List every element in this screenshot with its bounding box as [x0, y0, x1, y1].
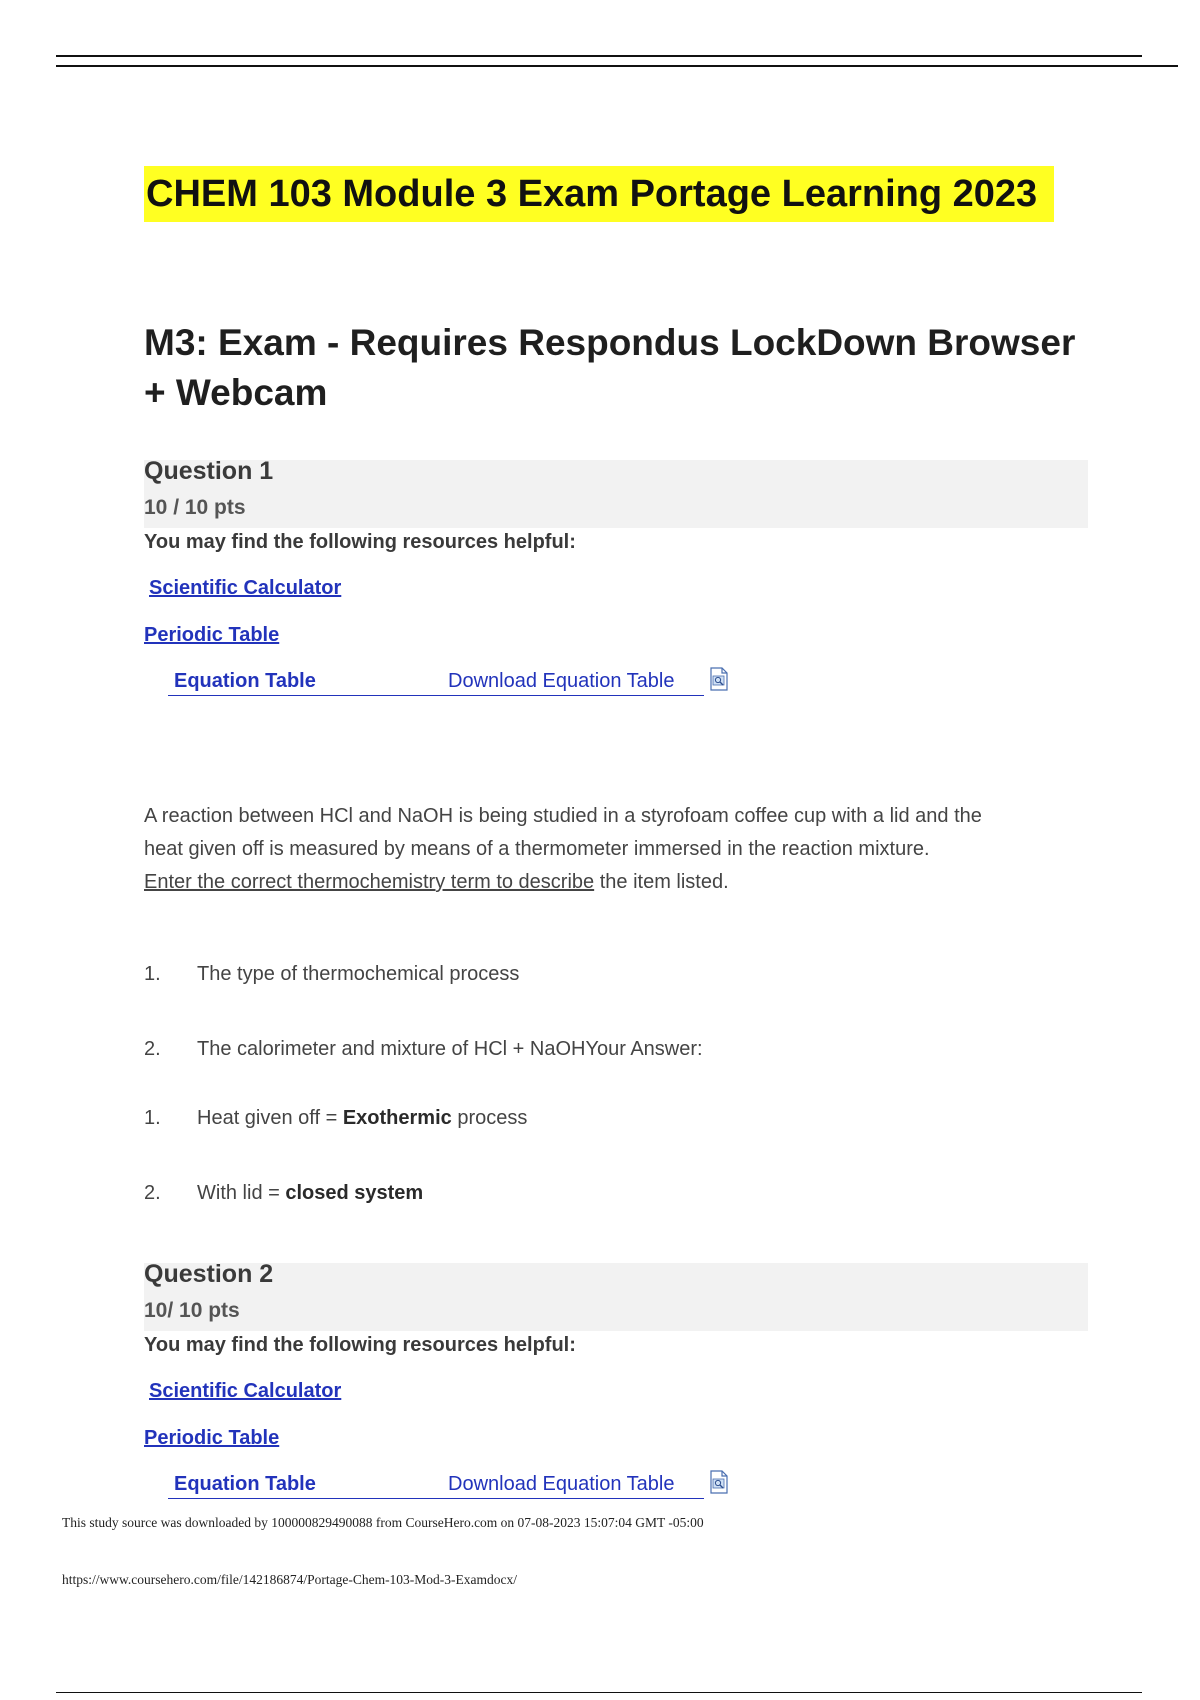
- equation-table-link[interactable]: Equation Table: [174, 1473, 316, 1495]
- scientific-calculator-link[interactable]: Scientific Calculator: [149, 577, 342, 599]
- document-icon[interactable]: [709, 667, 729, 691]
- question-2-resources-label: You may find the following resources helpful:: [144, 1334, 576, 1356]
- answer-item-number: 2.: [144, 1182, 161, 1204]
- question-2-header-band: [144, 1263, 1088, 1331]
- answer-prefix: With lid =: [197, 1182, 286, 1204]
- question-1-resources-label: You may find the following resources helpful:: [144, 531, 576, 553]
- prompt-line-3: [144, 866, 1104, 899]
- question-2-points: 10/ 10 pts: [144, 1299, 240, 1322]
- list-item: The calorimeter and mixture of HCl + NaOHYour Answer:: [197, 1038, 703, 1060]
- top-rule-secondary: [56, 65, 1178, 67]
- equation-table-link[interactable]: Equation Table: [174, 670, 316, 692]
- prompt-line-2: heat given off is measured by means of a thermometer immersed in the reaction mixture.: [144, 838, 930, 860]
- bottom-rule: [56, 1692, 1142, 1693]
- periodic-table-link[interactable]: Periodic Table: [144, 624, 280, 646]
- document-title: CHEM 103 Module 3 Exam Portage Learning 2023: [144, 166, 1054, 222]
- list-item-number: 1.: [144, 963, 161, 985]
- scientific-calculator-link[interactable]: Scientific Calculator: [149, 1380, 342, 1402]
- question-2-title: Question 2: [144, 1260, 274, 1288]
- answer-item: [197, 1182, 423, 1205]
- question-1-points: 10 / 10 pts: [144, 496, 246, 519]
- answer-prefix: Heat given off =: [197, 1107, 343, 1129]
- answer-bold: Exothermic: [342, 1107, 452, 1129]
- prompt-underlined-text: Enter the correct thermochemistry term to describe: [144, 871, 595, 893]
- prompt-line-3-rest: the item listed.: [594, 871, 729, 893]
- answer-suffix: process: [451, 1107, 528, 1129]
- question-1-header-band: [144, 460, 1088, 528]
- top-rule: [56, 55, 1142, 57]
- source-attribution: This study source was downloaded by 100000829490088 from CourseHero.com on 07-08-2023 15:07:04 GMT -05:00: [62, 1515, 704, 1530]
- periodic-table-link[interactable]: Periodic Table: [144, 1427, 280, 1449]
- answer-bold: closed system: [285, 1182, 424, 1204]
- prompt-line-1: A reaction between HCl and NaOH is being studied in a styrofoam coffee cup with a lid and the: [144, 805, 982, 827]
- source-url: https://www.coursehero.com/file/142186874/Portage-Chem-103-Mod-3-Examdocx/: [62, 1572, 518, 1587]
- document-icon[interactable]: [709, 1470, 729, 1494]
- exam-heading: M3: Exam - Requires Respondus LockDown Browser + Webcam: [144, 322, 1076, 413]
- download-equation-table-link[interactable]: Download Equation Table: [448, 1473, 675, 1495]
- download-equation-table-link[interactable]: Download Equation Table: [448, 670, 675, 692]
- equation-table-underline: [168, 695, 704, 696]
- list-item-number: 2.: [144, 1038, 161, 1060]
- question-1-title: Question 1: [144, 457, 274, 485]
- answer-item: [197, 1107, 527, 1130]
- list-item: The type of thermochemical process: [197, 963, 520, 985]
- question-1-prompt: [144, 800, 1104, 899]
- equation-table-underline: [168, 1498, 704, 1499]
- answer-item-number: 1.: [144, 1107, 161, 1129]
